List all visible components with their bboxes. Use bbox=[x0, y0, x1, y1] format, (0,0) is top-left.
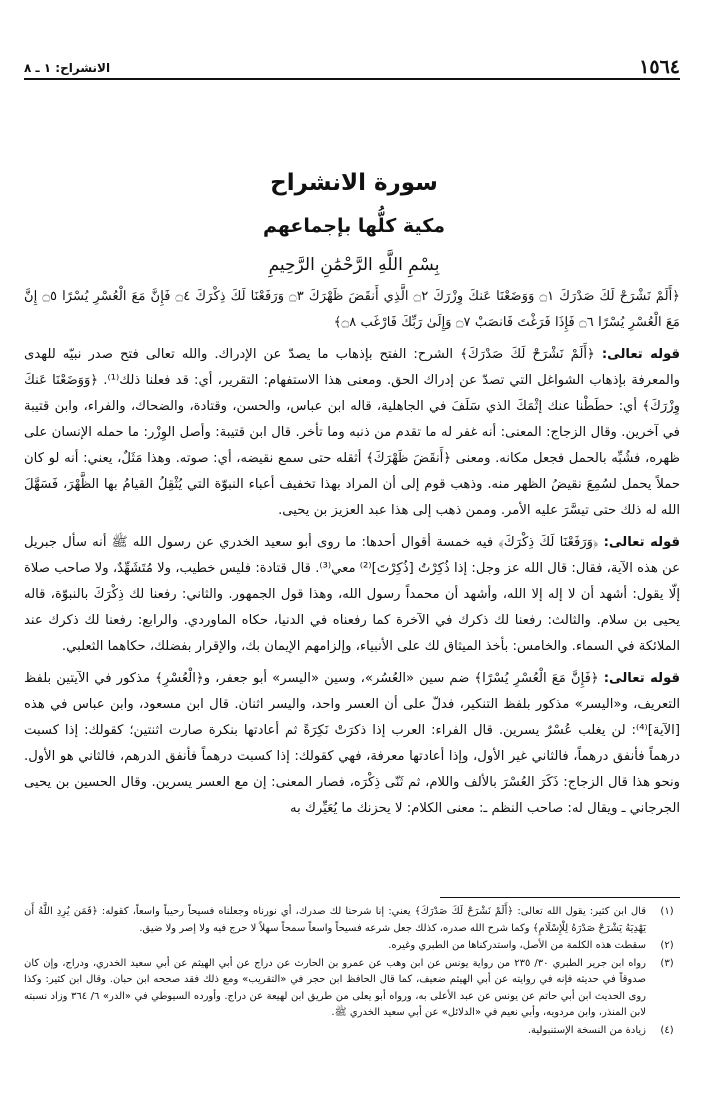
footnote-number: (١) bbox=[660, 906, 674, 917]
running-header bbox=[24, 52, 680, 80]
footnote-number: (٣) bbox=[660, 957, 674, 969]
paragraph-text: ﴿فَإِنَّ مَعَ الْعُسْرِ يُسْرًا﴾ ضم سين «العُسُر»، وسين «اليسر» أبو جعفر، و﴿الْعُسْرِ﴾ مذكور في الآيتين بلفظ التعريف، و«اليسر» مذكور بلفظ التنكير، فدلّ على أن العسر واحد، واليسر اثنان. قال ابن مسعود، وابن عباس في هذه [الآية]⁽⁴⁾: لن يغلب عُسْرٌ يسرين. قال الفراء: العرب إذا ذكرَتْ نَكِرَةً ثم أعادتها بنكرة صارت اثنتين؛ كقولك: إذا كسبت درهماً فأنفق درهماً، فالثاني غير الأول، وإذا أعادتها معرفة، فهي كقولك: إذا كسبت درهماً فأنفق الدرهم، فالثاني هو الأول. ونحو هذا قال الزجاج: ذَكَرَ العُسْرَ بالألف واللام، ثم ثَنّى ذِكْرَه، فصار المعنى: إن مع العسر يسرين. وقال الحسين بن يحيى الجرجاني ـ ويقال له: صاحب النظم ـ: معنى الكلام: لا يحزنك ما يُعَيِّرك به bbox=[24, 671, 680, 816]
footnote-divider bbox=[440, 897, 680, 898]
paragraph-lead: قوله تعالى: bbox=[601, 347, 681, 362]
commentary-body bbox=[24, 284, 680, 828]
surah-title: سورة الانشراح bbox=[270, 170, 438, 196]
commentary-paragraph bbox=[24, 666, 680, 822]
footnote bbox=[24, 904, 680, 937]
footnote-number: (٢) bbox=[660, 940, 674, 951]
paragraph-text: ﴿وَرَفَعْنَا لَكَ ذِكْرَكَ﴾ فيه خمسة أقوال أحدها: ما روى أبو سعيد الخدري عن رسول الله ﷺ أنه سأل جبريل عن هذه الآية، فقال: قال الله عز وجل: إذا ذُكِرْتُ [ذُكِرْتَ]⁽²⁾ معي⁽³⁾. قال قتادة: فليس خطيب، ولا مُتَشَهِّدٌ، ولا صاحب صلاة إلّا يقول: أشهد أن لا إله إلا الله، وأشهد أن محمداً رسول الله، وهذا قول الجمهور. والثاني: رفعنا لك ذِكْرَكَ بالنبوّة، قاله يحيى بن سلام. والثالث: رفعنا لك ذكرك في الآخرة كما رفعناه في الدنيا، حكاه الماوردي. والرابع: رفعنا لك ذكرك عند الملائكة في السماء. والخامس: بأخذ الميثاق لك على الأنبياء، وإلزامهم الإيمان بك، والإقرار بفضلك، حكاهما الثعلبي. bbox=[24, 535, 680, 654]
footnote-text: سقطت هذه الكلمة من الأصل، واستدركناها من الطبري وغيره. bbox=[388, 940, 646, 951]
footnote bbox=[24, 956, 680, 1022]
footnote-number: (٤) bbox=[660, 1024, 674, 1036]
surah-subtitle: مكية كلُّها بإجماعهم bbox=[262, 215, 446, 237]
paragraph-lead: قوله تعالى: bbox=[603, 535, 680, 550]
paragraph-text: ﴿أَلَمْ نَشْرَحْ لَكَ صَدْرَكَ﴾ الشرح: الفتح بإذهاب ما يصدّ عن الإدراك. والله تعالى فتح صدر نبيّه للهدى والمعرفة بإذهاب الشواغل التي تصدّ عن إدراك الحق. ومعنى هذا الاستفهام: التقرير، أي: قد فعلنا ذلك⁽¹⁾. ﴿وَوَضَعْنَا عَنكَ وِزْرَكَ﴾ أي: حطَطْنا عنك إثْمَكَ الذي سَلَفَ في الجاهلية، قاله ابن عباس، والحسن، وقتادة، والضحاك، والفراء، وابن قتيبة في آخرين. وقال الزجاج: المعنى: أنه غفر له ما تقدم من ذنبه وما تأخر. قال ابن قتيبة: وأصل الوِزْر: ما حمله الإنسان على ظهره، فشُبِّه بالحمل فجعل مكانه. ومعنى ﴿أَنقَضَ ظَهْرَكَ﴾ أثقله حتى سمع نقيضه، أي: صوته. وهذا مَثَلٌ، يعني: أنه لو كان حملاً يحمل لسُمِعَ نقيضُ الظهر منه. وذهب قوم إلى أن المراد بهذا تخفيف أعباء النبوّة التي يُثْقِلُ القيامُ بها الظَّهْرَ، فَسَهَّلَ الله له ذلك حتى تيسَّرَ عليه الأمر. وممن ذهب إلى هذا عبد العزيز بن يحيى. bbox=[24, 347, 680, 518]
footnote-text: زيادة من النسخة الإستنبولية. bbox=[527, 1024, 646, 1036]
footnote-text: رواه ابن جرير الطبري ٣٠/ ٢٣٥ من رواية يونس عن ابن وهب عن عمرو بن الحارث عن دراج عن أبي الهيثم عن أبي سعيد الخدري، ودراج، وإن كان صدوقاً في حديثه فإنه في روايته عن أبي الهيثم ضعيف، كما قال الحافظ ابن حجر في «التقريب» ومع ذلك فقد صححه ابن حبان. وقال ابن كثير: وكذا روى الحديث ابن أبي حاتم عن يونس عن عبد الأعلى به، ورواه أبو يعلى من طريق ابن لهيعة عن دراج. وأورده السيوطي في «الدر» ٦/ ٣٦٤ وزاد نسبته لابن المنذر، وابن مردويه، وأبي نعيم في «الدلائل» عن أبي سعيد الخدري ﷺ. bbox=[24, 957, 646, 1018]
running-title: الانشراح: ١ ـ ٨ bbox=[24, 61, 111, 75]
footnotes bbox=[24, 904, 680, 1040]
commentary-paragraph bbox=[24, 342, 680, 524]
quran-verses: ﴿أَلَمْ نَشْرَحْ لَكَ صَدْرَكَ ۝١ وَوَضَعْنَا عَنكَ وِزْرَكَ ۝٢ الَّذِي أَنقَضَ ظَهْرَكَ ۝٣ وَرَفَعْنَا لَكَ ذِكْرَكَ ۝٤ فَإِنَّ مَعَ الْعُسْرِ يُسْرًا ۝٥ إِنَّ مَعَ الْعُسْرِ يُسْرًا ۝٦ فَإِذَا فَرَغْتَ فَانصَبْ ۝٧ وَإِلَىٰ رَبِّكَ فَارْغَب ۝٨﴾ bbox=[24, 289, 681, 330]
footnote bbox=[24, 938, 680, 955]
footnote-text: قال ابن كثير: يقول الله تعالى: ﴿أَلَمْ نَشْرَحْ لَكَ صَدْرَكَ﴾ يعني: إنا شرحنا لك صدرك، أي نورناه وجعلناه فسيحاً رحيباً واسعاً، كقوله: ﴿فَمَن يُرِدِ اللَّهُ أَن يَهْدِيَهُ يَشْرَحْ صَدْرَهُ لِلْإِسْلَامِ﴾ وكما شرح الله صدره، كذلك جعل شرعه فسيحاً واسعاً سمحاً سهلاً لا حرج فيه ولا إصر ولا ضيق. bbox=[24, 906, 646, 934]
page-number: ١٥٦٤ bbox=[639, 56, 680, 78]
basmala: بِسْمِ اللَّهِ الرَّحْمَٰنِ الرَّحِيمِ bbox=[268, 255, 440, 275]
commentary-paragraph bbox=[24, 530, 680, 660]
footnote bbox=[24, 1023, 680, 1040]
paragraph-lead: قوله تعالى: bbox=[603, 671, 680, 686]
